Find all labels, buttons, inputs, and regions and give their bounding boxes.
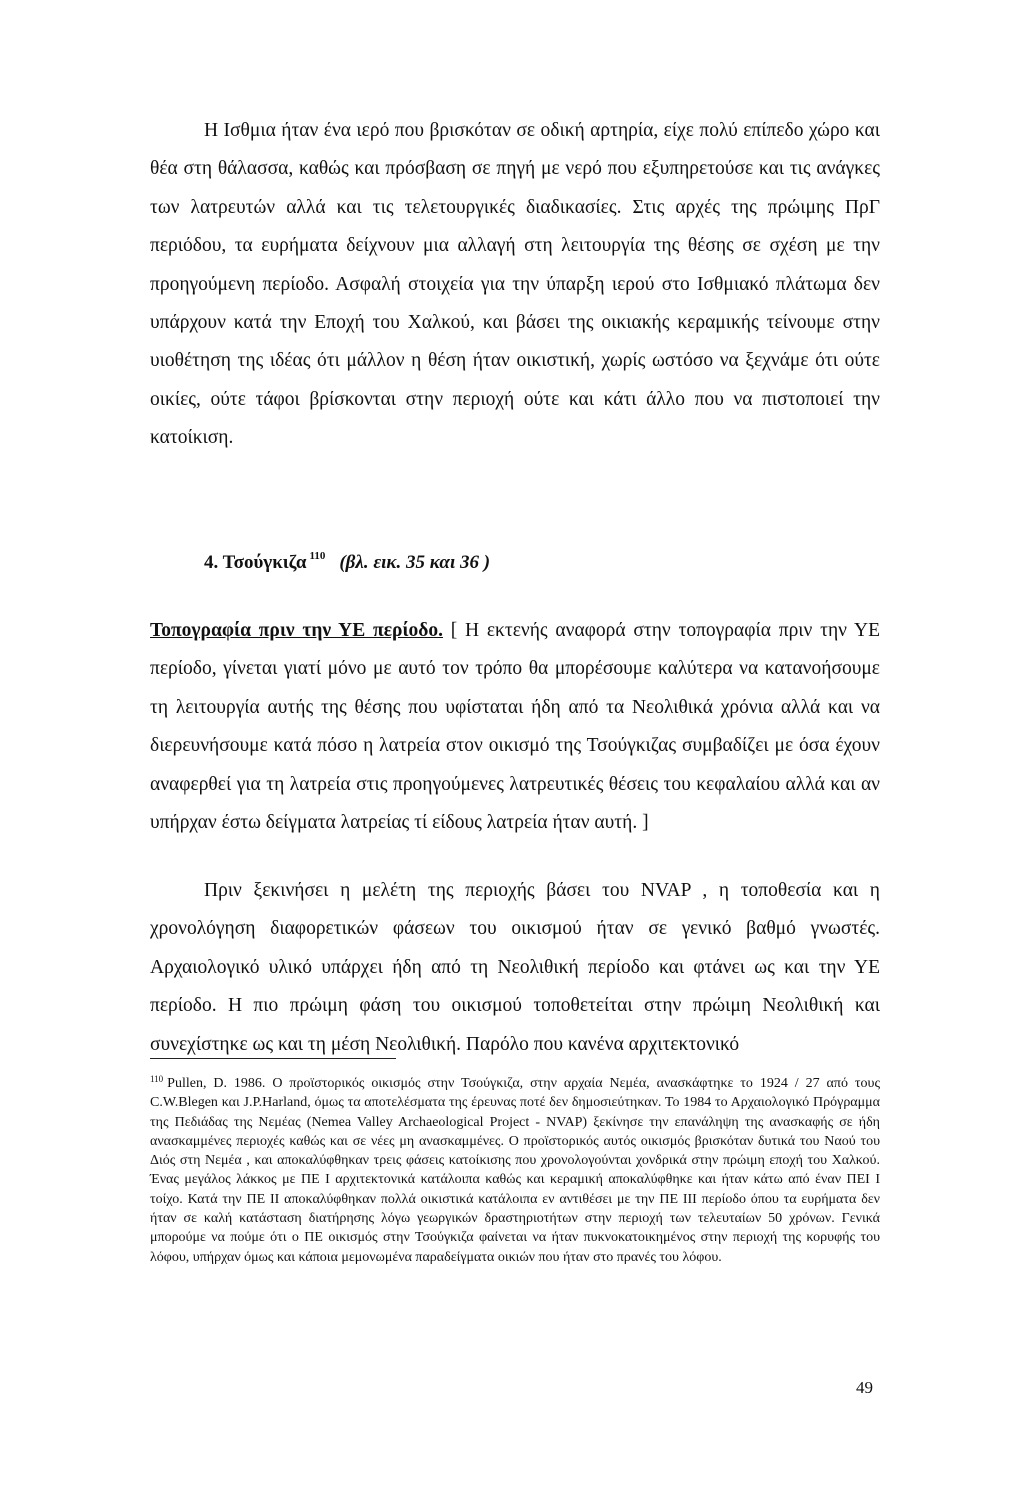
- topography-label: Τοπογραφία πριν την ΥΕ περίοδο.: [150, 620, 444, 641]
- section-title: 4. Τσούγκιζα: [204, 552, 307, 573]
- paragraph-isthmia: Η Ισθμια ήταν ένα ιερό που βρισκόταν σε οδική αρτηρία, είχε πολύ επίπεδο χώρο και θέα στη θάλασσα, καθώς και πρόσβαση σε πηγή με νερό που εξυπηρετούσε και τις ανάγκες των λατρευτών αλλά και τις τελετουργικές διαδικασίες. Στις αρχές της πρώιμης ΠρΓ περιόδου, τα ευρήματα δείχνουν μια αλλαγή στη λειτουργία της θέσης σε σχέση με την προηγούμενη περίοδο. Ασφαλή στοιχεία για την ύπαρξη ιερού στο Ισθμιακό πλάτωμα δεν υπάρχουν κατά την Εποχή του Χαλκού, και βάσει της οικιακής κεραμικής τείνουμε στην υιοθέτηση της ιδέας ότι μάλλον η θέση ήταν οικιστική, χωρίς ωστόσο να ξεχνάμε ότι ούτε οικίες, ούτε τάφοι βρίσκονται στην περιοχή ούτε και κάτι άλλο που να πιστοποιεί την κατοίκιση.: [150, 120, 880, 449]
- section-heading: [204, 550, 490, 574]
- paragraph-topography: [150, 612, 880, 842]
- paragraph-nvap: Πριν ξεκινήσει η μελέτη της περιοχής βάσει του NVAP , η τοποθεσία και η χρονολόγηση διαφορετικών φάσεων του οικισμού ήταν σε γενικό βαθμό γνωστές. Αρχαιολογικό υλικό υπάρχει ήδη από τη Νεολιθική περίοδο και φτάνει ως και την ΥΕ περίοδο. Η πιο πρώιμη φάση του οικισμού τοποθετείται στην πρώιμη Νεολιθική και συνεχίστηκε ως και τη μέση Νεολιθική. Παρόλο που κανένα αρχιτεκτονικό: [150, 880, 880, 1055]
- footnote-text: Pullen, D. 1986. Ο προϊστορικός οικισμός στην Τσούγκιζα, στην αρχαία Νεμέα, ανασκάφτηκε το 1924 / 27 από τους C.W.Blegen και J.P.Harland, όμως τα αποτελέσματα της έρευνας ποτέ δεν δημοσιεύτηκαν. Το 1984 το Αρχαιολογικό Πρόγραμμα της Πεδιάδας της Νεμέας (Nemea Valley Archaeological Project - NVAP) ξεκίνησε την επανάληψη της ανασκαφής σε ήδη ανασκαμμένες περιοχές καθώς και σε νέες μη ανασκαμμένες. Ο προϊστορικός αυτός οικισμός βρισκόταν δυτικά του Ναού του Διός στη Νεμέα , και αποκαλύφθηκαν τρεις φάσεις κατοίκισης που χρονολογούνται χονδρικά στην πρώιμη εποχή του Χαλκού. Ένας μεγάλος λάκκος με ΠΕ Ι αρχιτεκτονικά κατάλοιπα καθώς και κεραμική αποκαλύφθηκε και ήταν κάτω από έναν ΠΕΙ Ι τοίχο. Κατά την ΠΕ ΙΙ αποκαλύφθηκαν πολλά οικιστικά κατάλοιπα εν αντιθέσει με την ΠΕ ΙΙΙ περίοδο όπου τα ευρήματα δεν ήταν σε καλή κατάσταση διατήρησης λόγω γεωργικών δραστηριοτήτων στην περιοχή των τελευταίων 50 χρόνων. Γενικά μπορούμε να πούμε ότι ο ΠΕ οικισμός στην Τσούγκιζα φαίνεται να ήταν πυκνοκατοικημένος στην περιοχή της κορυφής του λόφου, υπήρχαν όμως και κάποια μεμονωμένα παραδείγματα οικιών που ήταν στο πρανές του λόφου.: [150, 1076, 880, 1265]
- page-number: 49: [856, 1378, 873, 1397]
- footnote-reference[interactable]: 110: [309, 550, 326, 562]
- figure-reference: (βλ. εικ. 35 και 36 ): [339, 552, 491, 573]
- footnote: [150, 1070, 880, 1267]
- topography-text: [ Η εκτενής αναφορά στην τοπογραφία πριν την ΥΕ περίοδο, γίνεται γιατί μόνο με αυτό τον τρόπο θα μπορέσουμε καλύτερα να κατανοήσουμε τη λειτουργία αυτής της θέσης που υφίσταται ήδη από τα Νεολιθικά χρόνια αλλά και να διερευνήσουμε κατά πόσο η λατρεία στον οικισμό της Τσούγκιζας συμβαδίζει με όσα έχουν αναφερθεί για τη λατρεία στις προηγούμενες λατρευτικές θέσεις του κεφαλαίου αλλά και αν υπήρχαν έστω δείγματα λατρείας τί είδους λατρεία ήταν αυτή. ]: [150, 620, 881, 834]
- footnote-mark: 110: [150, 1074, 164, 1084]
- footnote-separator: [150, 1058, 396, 1059]
